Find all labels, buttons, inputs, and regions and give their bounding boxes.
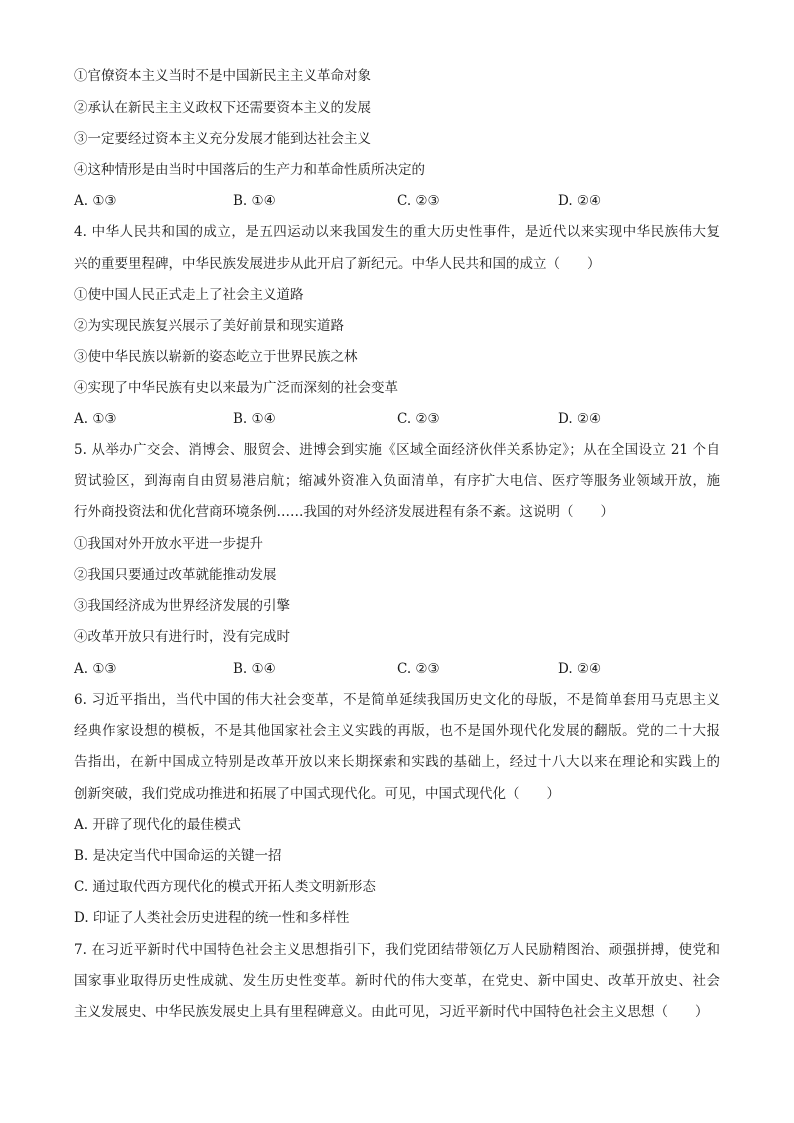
q5-option-c: C. ②③ — [397, 661, 440, 677]
q3-statement-1: ①官僚资本主义当时不是中国新民主主义革命对象 — [74, 68, 371, 84]
q3-statement-3: ③一定要经过资本主义充分发展才能到达社会主义 — [74, 131, 371, 147]
q5-option-b: B. ①④ — [233, 661, 276, 677]
q5-option-a: A. ①③ — [74, 661, 117, 677]
q4-option-a: A. ①③ — [74, 411, 117, 427]
q3-option-c: C. ②③ — [397, 193, 440, 209]
q5-statement-1: ①我国对外开放水平进一步提升 — [74, 536, 263, 552]
q6-stem-line-1: 6. 习近平指出，当代中国的伟大社会变革，不是简单延续我国历史文化的母版，不是简单套用马克思主义 — [74, 692, 720, 708]
q3-option-d: D. ②④ — [558, 193, 602, 209]
q6-choice-b: B. 是决定当代中国命运的关键一招 — [74, 848, 282, 864]
q6-choice-d: D. 印证了人类社会历史进程的统一性和多样性 — [74, 910, 350, 926]
q4-statement-2: ②为实现民族复兴展示了美好前景和现实道路 — [74, 318, 344, 334]
q5-stem-line-3: 行外商投资法和优化营商环境条例……我国的对外经济发展进程有条不紊。这说明（ ） — [74, 504, 614, 520]
q3-statement-2: ②承认在新民主主义政权下还需要资本主义的发展 — [74, 100, 371, 116]
q4-statement-3: ③使中华民族以崭新的姿态屹立于世界民族之林 — [74, 349, 358, 365]
q5-stem-line-1: 5. 从举办广交会、消博会、服贸会、进博会到实施《区域全面经济伙伴关系协定》；从在全国设立 21 个自 — [74, 442, 720, 458]
q3-option-a: A. ①③ — [74, 193, 117, 209]
q3-option-b: B. ①④ — [233, 193, 276, 209]
q5-stem-line-2: 贸试验区，到海南自由贸易港启航；缩减外资准入负面清单，有序扩大电信、医疗等服务业领域开放，施 — [74, 473, 720, 489]
q4-option-d: D. ②④ — [558, 411, 602, 427]
q4-statement-4: ④实现了中华民族有史以来最为广泛而深刻的社会变革 — [74, 380, 398, 396]
q6-choice-a: A. 开辟了现代化的最佳模式 — [74, 817, 241, 833]
q7-stem-line-1: 7. 在习近平新时代中国特色社会主义思想指引下，我们党团结带领亿万人民励精图治、顽强拼搏，使党和 — [74, 942, 720, 958]
q5-option-d: D. ②④ — [558, 661, 602, 677]
q5-statement-2: ②我国只要通过改革就能推动发展 — [74, 567, 277, 583]
q6-choice-c: C. 通过取代西方现代化的模式开拓人类文明新形态 — [74, 879, 376, 895]
q3-statement-4: ④这种情形是由当时中国落后的生产力和革命性质所决定的 — [74, 162, 425, 178]
q4-option-c: C. ②③ — [397, 411, 440, 427]
q6-stem-line-3: 告指出，在新中国成立特别是改革开放以来长期探索和实践的基础上，经过十八大以来在理论和实践上的 — [74, 754, 720, 770]
q4-stem-line-2: 兴的重要里程碑，中华民族发展进步从此开启了新纪元。中华人民共和国的成立（ ） — [74, 256, 601, 272]
q7-stem-line-3: 主义发展史、中华民族发展史上具有里程碑意义。由此可见，习近平新时代中国特色社会主义思想（ ） — [74, 1004, 709, 1020]
q6-stem-line-4: 创新突破，我们党成功推进和拓展了中国式现代化。可见，中国式现代化（ ） — [74, 786, 560, 802]
q4-stem-line-1: 4. 中华人民共和国的成立，是五四运动以来我国发生的重大历史性事件，是近代以来实现中华民族伟大复 — [74, 224, 720, 240]
q5-statement-3: ③我国经济成为世界经济发展的引擎 — [74, 598, 290, 614]
q4-option-b: B. ①④ — [233, 411, 276, 427]
q4-statement-1: ①使中国人民正式走上了社会主义道路 — [74, 287, 304, 303]
q7-stem-line-2: 国家事业取得历史性成就、发生历史性变革。新时代的伟大变革，在党史、新中国史、改革开放史、社会 — [74, 973, 720, 989]
q6-stem-line-2: 经典作家设想的模板，不是其他国家社会主义实践的再版，也不是国外现代化发展的翻版。党的二十大报 — [74, 723, 720, 739]
q5-statement-4: ④改革开放只有进行时，没有完成时 — [74, 629, 290, 645]
